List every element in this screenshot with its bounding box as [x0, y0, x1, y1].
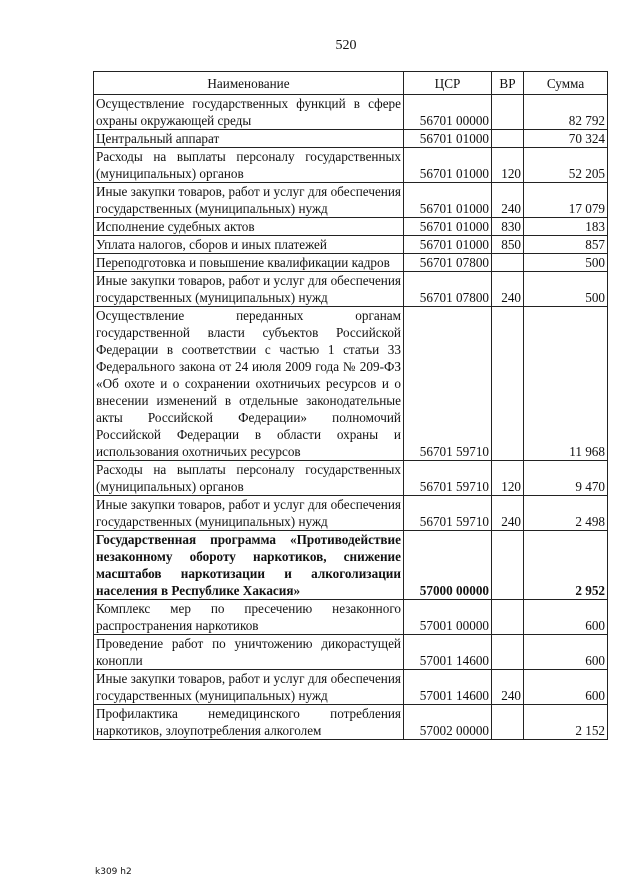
table-row	[94, 600, 608, 635]
cell-csr: 56701 59710	[404, 461, 492, 496]
cell-sum: 70 324	[524, 130, 608, 148]
cell-csr: 56701 07800	[404, 272, 492, 307]
table-row-program	[94, 531, 608, 600]
cell-csr: 57000 00000	[404, 531, 492, 600]
cell-sum: 183	[524, 218, 608, 236]
cell-vr: 830	[492, 218, 524, 236]
cell-sum: 9 470	[524, 461, 608, 496]
cell-name: Иные закупки товаров, работ и услуг для обеспечения государственных (муниципальных) нужд	[94, 272, 404, 307]
cell-vr	[492, 130, 524, 148]
table-header-row	[94, 72, 608, 95]
cell-csr: 56701 07800	[404, 254, 492, 272]
cell-vr: 850	[492, 236, 524, 254]
cell-sum: 500	[524, 272, 608, 307]
table-row	[94, 307, 608, 461]
page-number: 520	[335, 38, 357, 53]
cell-csr: 57002 00000	[404, 705, 492, 740]
cell-vr: 240	[492, 496, 524, 531]
cell-vr: 120	[492, 461, 524, 496]
cell-csr: 56701 01000	[404, 183, 492, 218]
cell-sum: 600	[524, 600, 608, 635]
cell-sum: 600	[524, 670, 608, 705]
header-name: Наименование	[94, 72, 404, 95]
cell-name: Осуществление государственных функций в сфере охраны окружающей среды	[94, 95, 404, 130]
cell-csr: 56701 01000	[404, 236, 492, 254]
cell-sum: 17 079	[524, 183, 608, 218]
cell-vr	[492, 95, 524, 130]
cell-sum: 2 152	[524, 705, 608, 740]
cell-name: Проведение работ по уничтожению дикорастущей конопли	[94, 635, 404, 670]
cell-vr: 240	[492, 272, 524, 307]
cell-name: Расходы на выплаты персоналу государственных (муниципальных) органов	[94, 148, 404, 183]
cell-vr: 240	[492, 670, 524, 705]
header-sum: Сумма	[524, 72, 608, 95]
table-row	[94, 218, 608, 236]
cell-vr	[492, 705, 524, 740]
cell-vr	[492, 531, 524, 600]
cell-sum: 82 792	[524, 95, 608, 130]
table-row	[94, 705, 608, 740]
cell-name: Иные закупки товаров, работ и услуг для обеспечения государственных (муниципальных) нужд	[94, 496, 404, 531]
cell-name: Государственная программа «Противодействие незаконному обороту наркотиков, снижение масштабов наркотизации и алкоголизации населения в Республике Хакасия»	[94, 531, 404, 600]
cell-csr: 56701 59710	[404, 496, 492, 531]
footer-code: k309 h2	[95, 867, 132, 877]
cell-vr	[492, 600, 524, 635]
table-row	[94, 254, 608, 272]
cell-csr: 56701 01000	[404, 130, 492, 148]
cell-sum: 857	[524, 236, 608, 254]
table-row	[94, 635, 608, 670]
cell-sum: 500	[524, 254, 608, 272]
cell-csr: 56701 00000	[404, 95, 492, 130]
cell-name: Уплата налогов, сборов и иных платежей	[94, 236, 404, 254]
cell-name: Осуществление переданных органам государственной власти субъектов Российской Федерации в соответствии с частью 1 статьи 33 Федерального закона от 24 июля 2009 года № 209-ФЗ «Об охоте и о сохранении охотничьих ресурсов и о внесении изменений в отдельные законодательные акты Российской Федерации» полномочий Российской Федерации в области охраны и использования охотничьих ресурсов	[94, 307, 404, 461]
table-row	[94, 236, 608, 254]
cell-name: Иные закупки товаров, работ и услуг для обеспечения государственных (муниципальных) нужд	[94, 183, 404, 218]
table-row	[94, 183, 608, 218]
cell-csr: 57001 14600	[404, 670, 492, 705]
cell-name: Профилактика немедицинского потребления наркотиков, злоупотребления алкоголем	[94, 705, 404, 740]
cell-vr	[492, 254, 524, 272]
cell-csr: 56701 01000	[404, 148, 492, 183]
cell-name: Комплекс мер по пресечению незаконного распространения наркотиков	[94, 600, 404, 635]
table-row	[94, 461, 608, 496]
cell-vr: 120	[492, 148, 524, 183]
cell-name: Центральный аппарат	[94, 130, 404, 148]
cell-sum: 600	[524, 635, 608, 670]
cell-csr: 56701 01000	[404, 218, 492, 236]
cell-name: Исполнение судебных актов	[94, 218, 404, 236]
table-row	[94, 130, 608, 148]
table-row	[94, 670, 608, 705]
cell-csr: 56701 59710	[404, 307, 492, 461]
cell-csr: 57001 00000	[404, 600, 492, 635]
cell-vr	[492, 307, 524, 461]
cell-name: Расходы на выплаты персоналу государственных (муниципальных) органов	[94, 461, 404, 496]
header-csr: ЦСР	[404, 72, 492, 95]
cell-name: Иные закупки товаров, работ и услуг для обеспечения государственных (муниципальных) нужд	[94, 670, 404, 705]
budget-table	[93, 71, 608, 740]
cell-sum: 2 498	[524, 496, 608, 531]
cell-vr: 240	[492, 183, 524, 218]
cell-csr: 57001 14600	[404, 635, 492, 670]
table-row	[94, 148, 608, 183]
cell-sum: 2 952	[524, 531, 608, 600]
table-row	[94, 95, 608, 130]
header-vr: ВР	[492, 72, 524, 95]
cell-name: Переподготовка и повышение квалификации кадров	[94, 254, 404, 272]
table-row	[94, 272, 608, 307]
cell-vr	[492, 635, 524, 670]
cell-sum: 11 968	[524, 307, 608, 461]
table-row	[94, 496, 608, 531]
cell-sum: 52 205	[524, 148, 608, 183]
